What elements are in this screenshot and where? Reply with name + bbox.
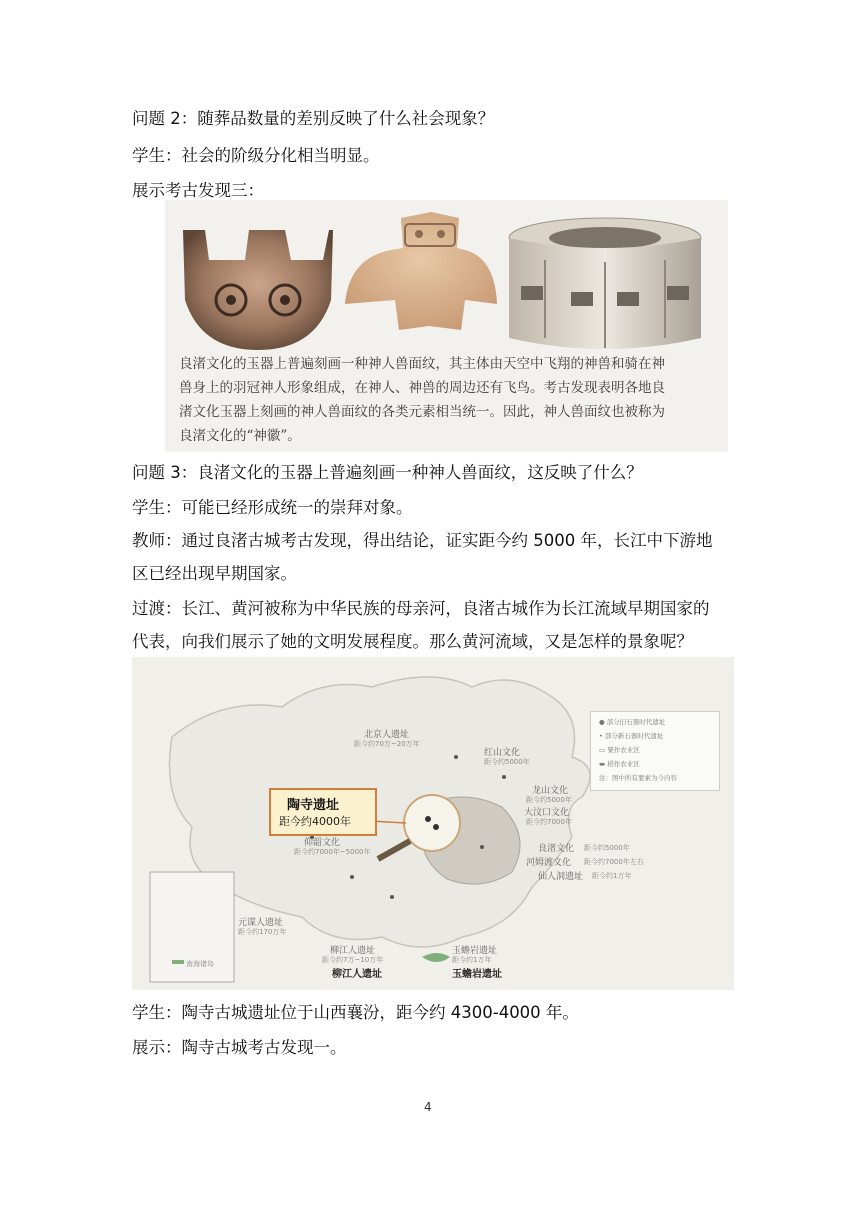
site-beijing-age: 距今约70万~20万年 — [354, 740, 420, 748]
jade-caption-line: 良渚文化的玉器上普遍刻画一种神人兽面纹，其主体由天空中飞翔的神兽和骑在神 — [179, 356, 665, 372]
site-liangzhu-age: 距今约5000年 — [584, 844, 630, 852]
site-yuchanyan: 玉蟾岩遗址 — [452, 946, 498, 956]
jade-caption-line: 良渚文化的“神徽”。 — [179, 428, 301, 444]
site-xianrendong: 仙人洞遗址 — [538, 872, 584, 882]
site-liangzhu: 良渚文化 — [538, 844, 575, 854]
site-liujiang-bold: 柳江人遗址 — [332, 969, 382, 980]
china-map-outline — [132, 657, 734, 990]
site-yuchanyan-bold: 玉蟾岩遗址 — [452, 969, 502, 980]
site-longshan-age: 距今约5000年 — [526, 796, 572, 804]
question-3: 问题 3：良渚文化的玉器上普遍刻画一种神人兽面纹，这反映了什么？ — [132, 463, 643, 482]
legend-item: ▭ 粟作农业区 — [599, 746, 640, 754]
china-archaeology-map — [132, 657, 734, 990]
site-hongshan-age: 距今约5000年 — [484, 758, 530, 766]
site-hongshan: 红山文化 — [484, 748, 521, 758]
site-xianrendong-age: 距今约1万年 — [592, 872, 632, 880]
question-2: 问题 2：随葬品数量的差别反映了什么社会现象？ — [132, 109, 495, 128]
taosi-callout-subtitle: 距今约4000年 — [279, 815, 351, 828]
taosi-callout — [269, 788, 377, 836]
site-yangshao: 仰韶文化 — [304, 838, 341, 848]
south-sea-islands-label: 南海诸岛 — [186, 960, 214, 968]
site-hemudu: 河姆渡文化 — [526, 858, 572, 868]
legend-item: • 部分新石器时代遗址 — [599, 732, 664, 740]
jade-caption-line: 渚文化玉器上刻画的神人兽面纹的各类元素相当统一。因此，神人兽面纹也被称为 — [179, 404, 665, 420]
jade-caption-line: 兽身上的羽冠神人形象组成，在神人、神兽的周边还有飞鸟。考古发现表明各地良 — [179, 380, 665, 396]
site-liujiang: 柳江人遗址 — [330, 946, 376, 956]
transition-line-2: 代表，向我们展示了她的文明发展程度。那么黄河流域，又是怎样的景象呢？ — [132, 632, 693, 651]
answer-3: 学生：可能已经形成统一的崇拜对象。 — [132, 498, 413, 517]
site-longshan: 龙山文化 — [532, 786, 569, 796]
site-dawenkou: 大汶口文化 — [524, 808, 570, 818]
jade-caption — [179, 352, 719, 448]
student-taosi: 学生：陶寺古城遗址位于山西襄汾，距今约 4300-4000 年。 — [132, 1003, 579, 1022]
legend-item: ▬ 稻作农业区 — [599, 760, 640, 768]
answer-2: 学生：社会的阶级分化相当明显。 — [132, 146, 380, 165]
teacher-line-2: 区已经出现早期国家。 — [132, 564, 297, 583]
legend-item: ● 部分旧石器时代遗址 — [599, 718, 666, 726]
site-dawenkou-age: 距今约7000年 — [526, 818, 572, 826]
site-yuchanyan-age: 距今约1万年 — [452, 956, 492, 964]
site-yangshao-age: 距今约7000年~5000年 — [294, 848, 371, 856]
legend-note: 注：图中所有要素为今内容 — [599, 774, 677, 782]
show-discovery-3: 展示考古发现三： — [132, 181, 264, 200]
jade-artifacts-figure — [165, 200, 728, 452]
site-yuanmou: 元谋人遗址 — [238, 918, 284, 928]
site-beijing: 北京人遗址 — [364, 730, 410, 740]
site-hemudu-age: 距今约7000年左右 — [584, 858, 644, 866]
site-liujiang-age: 距今约7万~10万年 — [322, 956, 384, 964]
page-number: 4 — [424, 1100, 432, 1114]
jade-artifacts-image — [165, 200, 728, 350]
transition-line-1: 过渡：长江、黄河被称为中华民族的母亲河，良渚古城作为长江流域早期国家的 — [132, 599, 710, 618]
site-yuanmou-age: 距今约170万年 — [238, 928, 287, 936]
teacher-line-1: 教师：通过良渚古城考古发现，得出结论，证实距今约 5000 年，长江中下游地 — [132, 531, 713, 550]
taosi-callout-title: 陶寺遗址 — [287, 798, 340, 813]
show-taosi: 展示：陶寺古城考古发现一。 — [132, 1038, 347, 1057]
map-legend — [590, 711, 720, 791]
